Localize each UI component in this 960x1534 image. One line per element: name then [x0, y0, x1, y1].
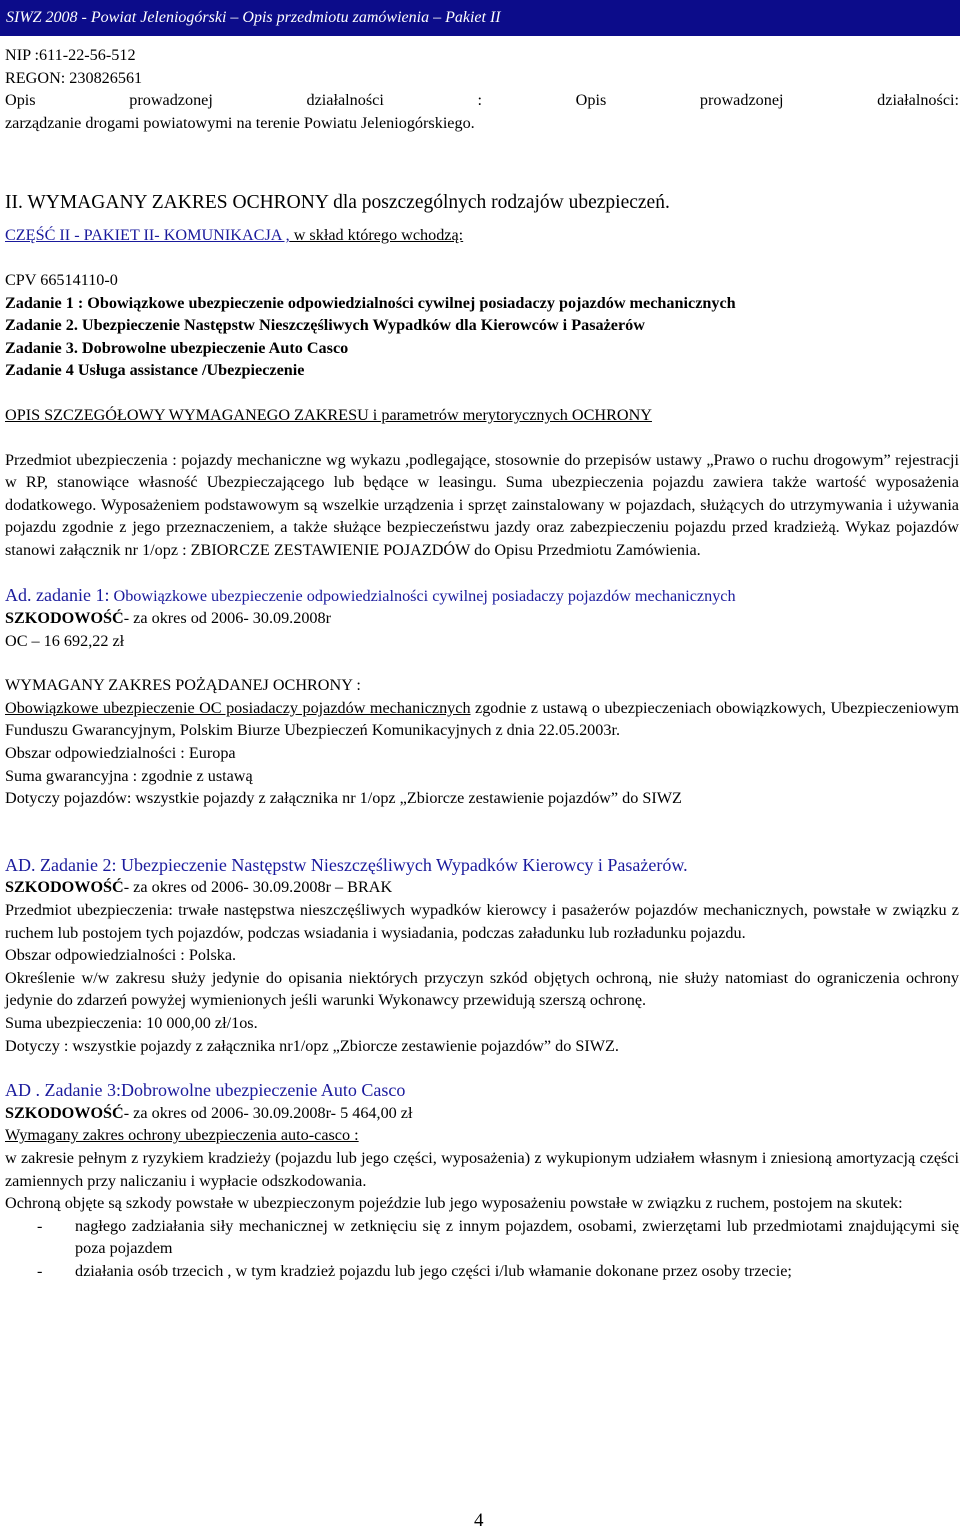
ad1-prefix: Ad. zadanie 1:	[5, 584, 110, 605]
header-title: SIWZ 2008 - Powiat Jeleniogórski – Opis przedmiotu zamówienia – Pakiet II	[6, 9, 501, 26]
ad2-suma: Suma ubezpieczenia: 10 000,00 zł/1os.	[5, 1014, 258, 1032]
page-number: 4	[474, 1510, 484, 1531]
list-item	[5, 1215, 959, 1260]
ad1-oc: OC – 16 692,22 zł	[5, 631, 125, 650]
ad2-szk-label: SZKODOWOŚĆ	[5, 878, 124, 897]
list-text: nagłego zadziałania siły mechanicznej w zetknięciu się z innym pojazdem, osobami, zwierzętami lub przedmiotami znajdującymi się poza pojazdem	[75, 1216, 959, 1258]
ad1-szk-label: SZKODOWOŚĆ	[5, 609, 124, 628]
opis-szczegolowy-title: OPIS SZCZEGÓŁOWY WYMAGANEGO ZAKRESU i parametrów merytorycznych OCHRONY	[5, 405, 652, 424]
part-title-tail: w skład którego wchodzą:	[289, 226, 464, 245]
document-body	[5, 44, 959, 1283]
ad1-heading	[5, 584, 959, 608]
part-title	[5, 224, 959, 247]
cpv-code: CPV 66514110-0	[5, 270, 118, 289]
ad3-szk-label: SZKODOWOŚĆ	[5, 1103, 124, 1122]
ad3-wymagany: Wymagany zakres ochrony ubezpieczenia auto-casco :	[5, 1126, 359, 1145]
przedmiot-paragraph: Przedmiot ubezpieczenia : pojazdy mechaniczne wg wykazu ,podlegające, stosownie do przepisów ustawy „Prawo o ruchu drogowym” rejestracji w RP, stanowiące własność Ubezpieczającego lub będące w leasingu. Suma ubezpieczenia pojazdu zawiera także wartość wyposażenia dodatkowego. Wyposażeniem podstawowym są wszelkie urządzenia i sprzęt zainstalowany w pojazdach, służących do utrzymywania i używania pojazdu zgodnie z jego przeznaczeniem, a także służące bezpieczeństwu jazdy oraz zabezpieczeniu pojazdu przed kradzieżą. Wykaz pojazdów stanowi załącznik nr 1/opz : ZBIORCZE ZESTAWIENIE POJAZDÓW do Opisu Przedmiotu Zamówienia.	[5, 450, 959, 559]
task-3: Zadanie 3. Dobrowolne ubezpieczenie Auto Casco	[5, 338, 349, 357]
list-text: działania osób trzecich , w tym kradzież pojazdu lub jego części i/lub włamanie dokonane przez osoby trzecie;	[75, 1261, 792, 1280]
ad3-ochrona: Ochroną objęte są szkody powstałe w ubezpieczonym pojeździe lub jego wyposażeniu powstałe w związku z ruchem, postojem na skutek:	[5, 1194, 903, 1213]
ad1-obow-underlined: Obowiązkowe ubezpieczenie OC posiadaczy pojazdów mechanicznych	[5, 698, 471, 717]
ad2-title: AD. Zadanie 2: Ubezpieczenie Następstw Nieszczęśliwych Wypadków Kierowcy i Pasażerów.	[5, 854, 688, 875]
ad2-dotyczy: Dotyczy : wszystkie pojazdy z załącznika nr1/opz „Zbiorcze zestawienie pojazdów” do SIWZ.	[5, 1036, 619, 1055]
ad2-przedmiot: Przedmiot ubezpieczenia: trwałe następstwa nieszczęśliwych wypadków kierowcy i pasażerów pojazdów mechanicznych, powstałe w związku z ruchem lub postojem tych pojazdów, podczas wsiadania i wysiadania, podczas załadunku lub rozładunku pojazdu.	[5, 901, 959, 942]
regon: REGON: 230826561	[5, 68, 143, 87]
ad1-szk-text: - za okres od 2006- 30.09.2008r	[123, 609, 331, 628]
task-2: Zadanie 2. Ubezpieczenie Następstw Nieszczęśliwych Wypadków dla Kierowców i Pasażerów	[5, 316, 645, 335]
ad3-title: AD . Zadanie 3:Dobrowolne ubezpieczenie Auto Casco	[5, 1080, 406, 1101]
task-4: Zadanie 4 Usługa assistance /Ubezpieczenie	[5, 361, 305, 380]
page-header	[0, 0, 960, 36]
ad1-wymagany: WYMAGANY ZAKRES POŻĄDANEJ OCHRONY :	[5, 676, 361, 695]
ad2-okreslenie: Określenie w/w zakresu służy jedynie do opisania niektórych przyczyn szkód objętych ochroną, nie służy natomiast do ograniczenia ochrony jedynie do zdarzeń powyżej wymienionych jeśli warunki Wykonawcy przewidują szerszą ochronę.	[5, 968, 959, 1010]
ad2-obszar: Obszar odpowiedzialności : Polska.	[5, 946, 237, 965]
ad2-szk-text: - za okres od 2006- 30.09.2008r – BRAK	[123, 878, 393, 897]
ad1-suma: Suma gwarancyjna : zgodnie z ustawą	[5, 766, 253, 785]
ad1-title: Obowiązkowe ubezpieczenie odpowiedzialności cywilnej posiadaczy pojazdów mechanicznych	[109, 586, 736, 605]
nip: NIP :611-22-56-512	[5, 46, 136, 64]
ad1-szkodowosc	[5, 607, 959, 630]
list-item	[5, 1260, 959, 1283]
ad1-obszar: Obszar odpowiedzialności : Europa	[5, 744, 236, 763]
task-1: Zadanie 1 : Obowiązkowe ubezpieczenie odpowiedzialności cywilnej posiadaczy pojazdów mechanicznych	[5, 293, 736, 312]
list-dash: -	[37, 1261, 43, 1280]
ad3-zakres: w zakresie pełnym z ryzykiem kradzieży (pojazdu lub jego części, wyposażenia) z wykupionym udziałem własnym i zniesioną amortyzacją części zamiennych przy naliczaniu i wypłacie odszkodowania.	[5, 1148, 959, 1190]
ad1-dotyczy: Dotyczy pojazdów: wszystkie pojazdy z załącznika nr 1/opz „Zbiorcze zestawienie pojazdów” do SIWZ	[5, 789, 682, 808]
ad1-obowiazkowe	[5, 697, 959, 742]
ad3-szkodowosc	[5, 1102, 959, 1125]
list-dash: -	[37, 1216, 43, 1235]
ad1-obow-rest: zgodnie z ustawą o ubezpieczeniach obowiązkowych, Ubezpieczeniowym Funduszu Gwarancyjnym, Polskim Biurze Ubezpieczeń Komunikacyjnych z dnia 22.05.2003r.	[5, 698, 959, 740]
opis-line-1: Opis prowadzonej działalności : Opis prowadzonej działalności:	[5, 91, 959, 110]
section-2-title: II. WYMAGANY ZAKRES OCHRONY dla poszczególnych rodzajów ubezpieczeń.	[5, 192, 670, 214]
part-title-main: CZĘŚĆ II - PAKIET II- KOMUNIKACJA ,	[5, 226, 290, 245]
ad2-szkodowosc	[5, 876, 959, 899]
opis-line-2: zarządzanie drogami powiatowymi na terenie Powiatu Jeleniogórskiego.	[5, 113, 475, 132]
ad3-szk-text: - za okres od 2006- 30.09.2008r- 5 464,00 zł	[123, 1103, 413, 1122]
